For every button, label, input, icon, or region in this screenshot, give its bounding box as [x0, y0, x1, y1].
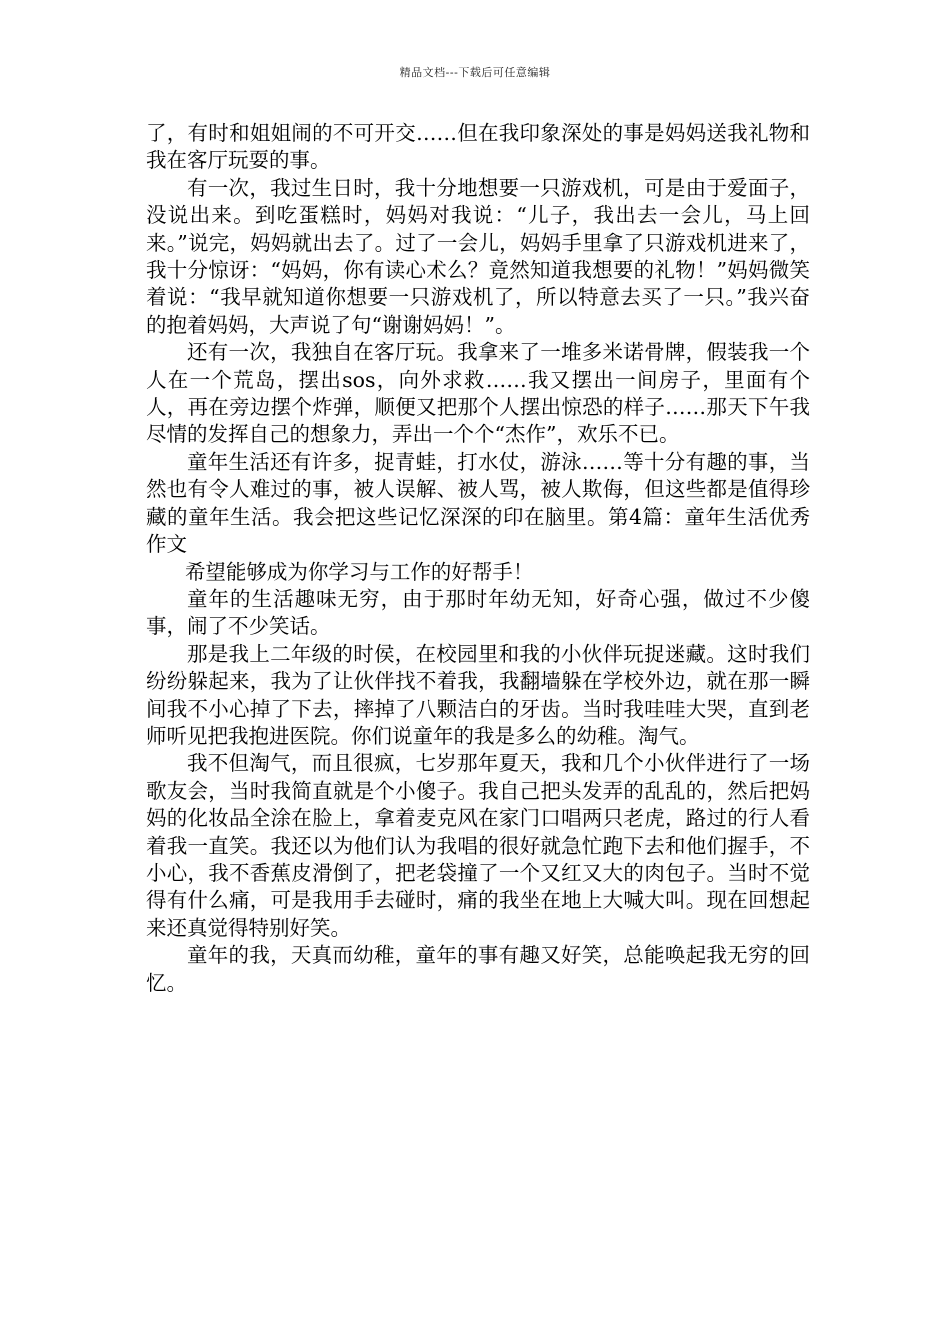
paragraph: 我不但淘气，而且很疯，七岁那年夏天，我和几个小伙伴进行了一场歌友会，当时我简直就是个小傻子。我自己把头发弄的乱乱的，然后把妈妈的化妆品全涂在脸上，拿着麦克风在家门口唱两只老虎，路过的行人看着我一直笑。我还以为他们认为我唱的很好就急忙跑下去和他们握手，不小心，我不香蕉皮滑倒了，把老袋撞了一个又红又大的肉包子。当时不觉得有什么痛，可是我用手去碰时，痛的我坐在地上大喊大叫。现在回想起来还真觉得特别好笑。	[146, 751, 810, 940]
paragraph: 有一次，我过生日时，我十分地想要一只游戏机，可是由于爱面子，没说出来。到吃蛋糕时，妈妈对我说：“儿子，我出去一会儿，马上回来。”说完，妈妈就出去了。过了一会儿，妈妈手里拿了只游戏机进来了，我十分惊讶：“妈妈，你有读心术么？竟然知道我想要的礼物！”妈妈微笑着说：“我早就知道你想要一只游戏机了，所以特意去买了一只。”我兴奋的抱着妈妈，大声说了句“谢谢妈妈！”。	[146, 175, 810, 337]
paragraph: 希望能够成为你学习与工作的好帮手！	[184, 559, 534, 584]
paragraph: 童年的我，天真而幼稚，童年的事有趣又好笑，总能唤起我无穷的回忆。	[146, 943, 810, 995]
page-header: 精品文档---下载后可任意编辑	[399, 66, 551, 79]
paragraph: 还有一次，我独自在客厅玩。我拿来了一堆多米诺骨牌，假装我一个人在一个荒岛，摆出sos，向外求救……我又摆出一间房子，里面有个人，再在旁边摆个炸弹，顺便又把那个人摆出惊恐的样子……那天下午我尽情的发挥自己的想象力，弄出一个个“杰作”，欢乐不已。	[146, 340, 810, 447]
paragraph: 童年的生活趣味无穷，由于那时年幼无知，好奇心强，做过不少傻事，闹了不少笑话。	[146, 586, 810, 639]
paragraph: 童年生活还有许多，捉青蛙，打水仗，游泳……等十分有趣的事，当然也有令人难过的事，被人误解、被人骂，被人欺侮，但这些都是值得珍藏的童年生活。我会把这些记忆深深的印在脑里。第4篇：童年生活优秀作文	[146, 449, 810, 557]
paragraph: 那是我上二年级的时侯，在校园里和我的小伙伴玩捉迷藏。这时我们纷纷躲起来，我为了让伙伴找不着我，我翻墙躲在学校外边，就在那一瞬间我不小心掉了下去，摔掉了八颗洁白的牙齿。当时我哇哇大哭，直到老师听见把我抱进医院。你们说童年的我是多么的幼稚。淘气。	[146, 641, 810, 748]
paragraph: 了，有时和姐姐闹的不可开交……但在我印象深处的事是妈妈送我礼物和我在客厅玩耍的事。	[146, 121, 810, 173]
document-body	[146, 120, 810, 997]
